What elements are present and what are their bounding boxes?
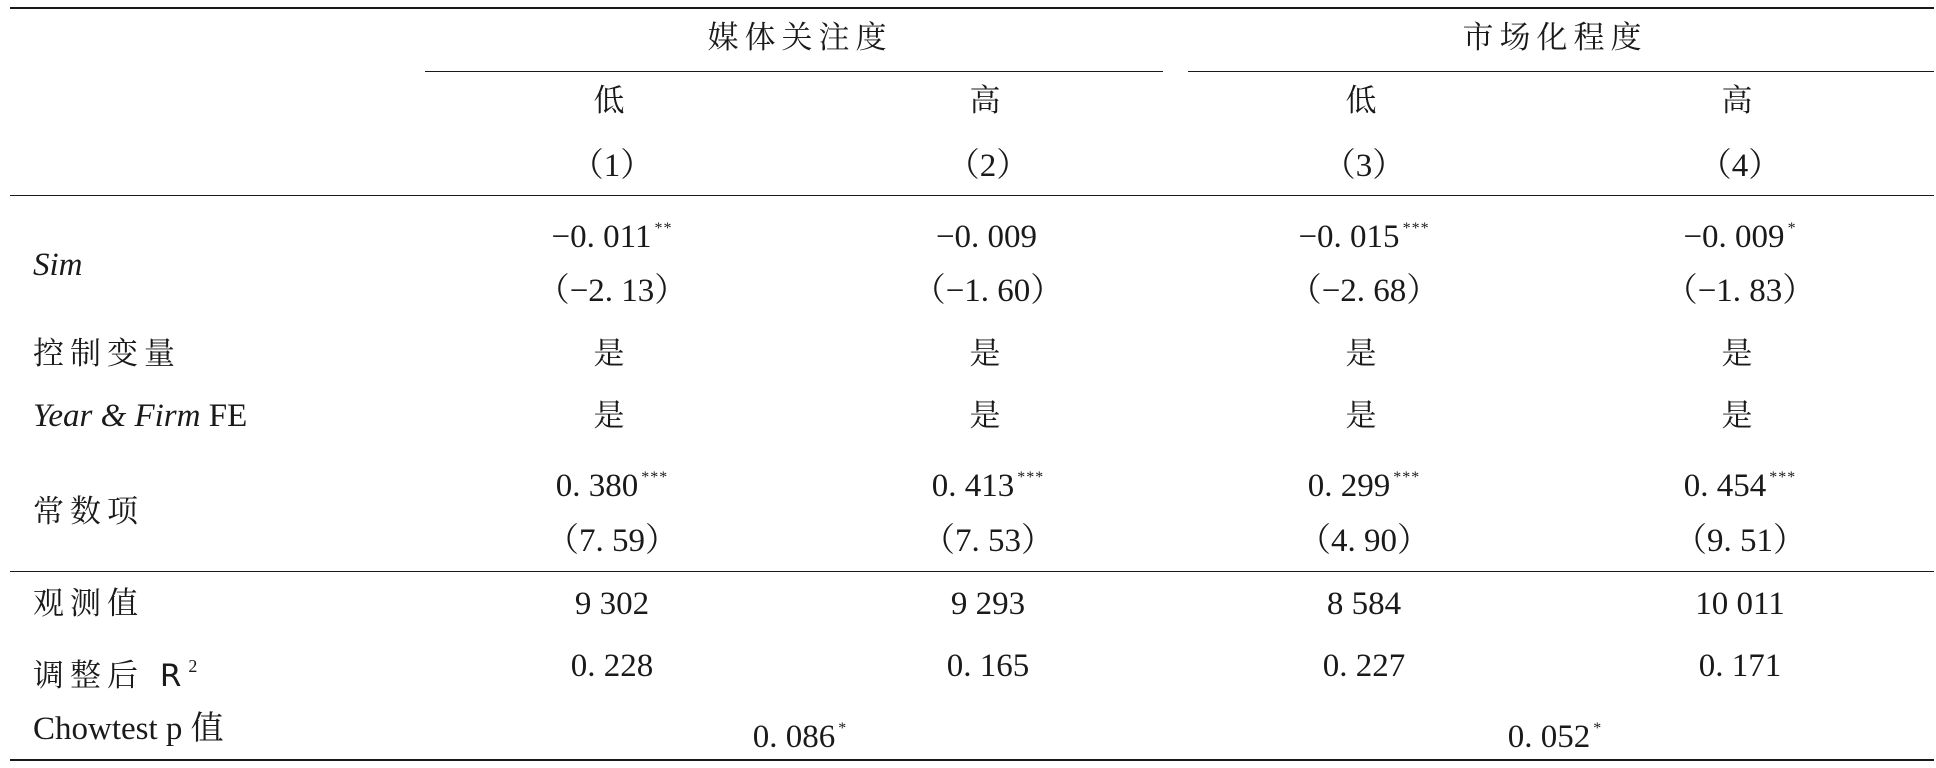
r2-value-1: 0. 228 <box>570 648 654 684</box>
controls-value-4: 是 <box>1721 336 1759 372</box>
fe-value-4: 是 <box>1721 398 1759 434</box>
obs-value-2: 9 293 <box>950 586 1026 622</box>
sim-coef-2: −0. 009 <box>935 219 1038 255</box>
table-bottom-rule <box>10 759 1934 761</box>
obs-value-3: 8 584 <box>1326 586 1402 622</box>
column-number-2: （2） <box>946 148 1030 184</box>
group-header-marketization: 市场化程度 <box>1462 20 1648 56</box>
chow-value-media: 0. 086 * <box>752 719 848 755</box>
sim-coef-1: −0. 011 ** <box>551 219 673 255</box>
sim-coef-3: −0. 015 *** <box>1298 219 1430 255</box>
row-label-adjusted-r2: 调整后 $R^2$ <box>33 656 198 694</box>
row-label-observations: 观测值 <box>33 586 144 622</box>
constant-tstat-2: （7. 53） <box>922 523 1054 559</box>
level-header-3: 低 <box>1345 83 1383 119</box>
obs-value-4: 10 011 <box>1695 586 1785 622</box>
controls-value-1: 是 <box>593 336 631 372</box>
fe-value-2: 是 <box>969 398 1007 434</box>
row-label-controls: 控制变量 <box>33 336 181 372</box>
constant-coef-1: 0. 380 *** <box>555 468 669 504</box>
header-bottom-rule <box>10 195 1934 196</box>
sim-coef-4: −0. 009 * <box>1683 219 1797 255</box>
constant-coef-4: 0. 454 *** <box>1683 468 1797 504</box>
level-header-4: 高 <box>1721 83 1759 119</box>
constant-tstat-4: （9. 51） <box>1674 523 1806 559</box>
r2-value-2: 0. 165 <box>946 648 1030 684</box>
sim-tstat-3: （−2. 68） <box>1288 273 1440 309</box>
r2-value-3: 0. 227 <box>1322 648 1406 684</box>
constant-tstat-1: （7. 59） <box>546 523 678 559</box>
fe-value-3: 是 <box>1345 398 1383 434</box>
column-number-4: （4） <box>1698 148 1782 184</box>
obs-value-1: 9 302 <box>574 586 650 622</box>
constant-coef-2: 0. 413 *** <box>931 468 1045 504</box>
level-header-1: 低 <box>593 83 631 119</box>
chow-value-market: 0. 052 * <box>1507 719 1603 755</box>
level-header-2: 高 <box>969 83 1007 119</box>
body-bottom-rule <box>10 571 1934 572</box>
sim-tstat-1: （−2. 13） <box>536 273 688 309</box>
column-number-3: （3） <box>1322 148 1406 184</box>
column-number-1: （1） <box>570 148 654 184</box>
sim-tstat-2: （−1. 60） <box>912 273 1064 309</box>
row-label-sim: Sim <box>33 247 83 283</box>
sim-tstat-4: （−1. 83） <box>1664 273 1816 309</box>
controls-value-3: 是 <box>1345 336 1383 372</box>
group-header-media-attention: 媒体关注度 <box>707 20 893 56</box>
fe-value-1: 是 <box>593 398 631 434</box>
row-label-chow-test: Chowtest p 值 <box>33 711 224 747</box>
group-rule-media <box>425 71 1163 72</box>
r2-value-4: 0. 171 <box>1698 648 1782 684</box>
row-label-constant: 常数项 <box>33 494 144 530</box>
constant-coef-3: 0. 299 *** <box>1307 468 1421 504</box>
group-rule-market <box>1188 71 1934 72</box>
top-rule <box>10 7 1934 9</box>
constant-tstat-3: （4. 90） <box>1298 523 1430 559</box>
row-label-fixed-effects: Year & Firm FE <box>33 398 248 434</box>
controls-value-2: 是 <box>969 336 1007 372</box>
